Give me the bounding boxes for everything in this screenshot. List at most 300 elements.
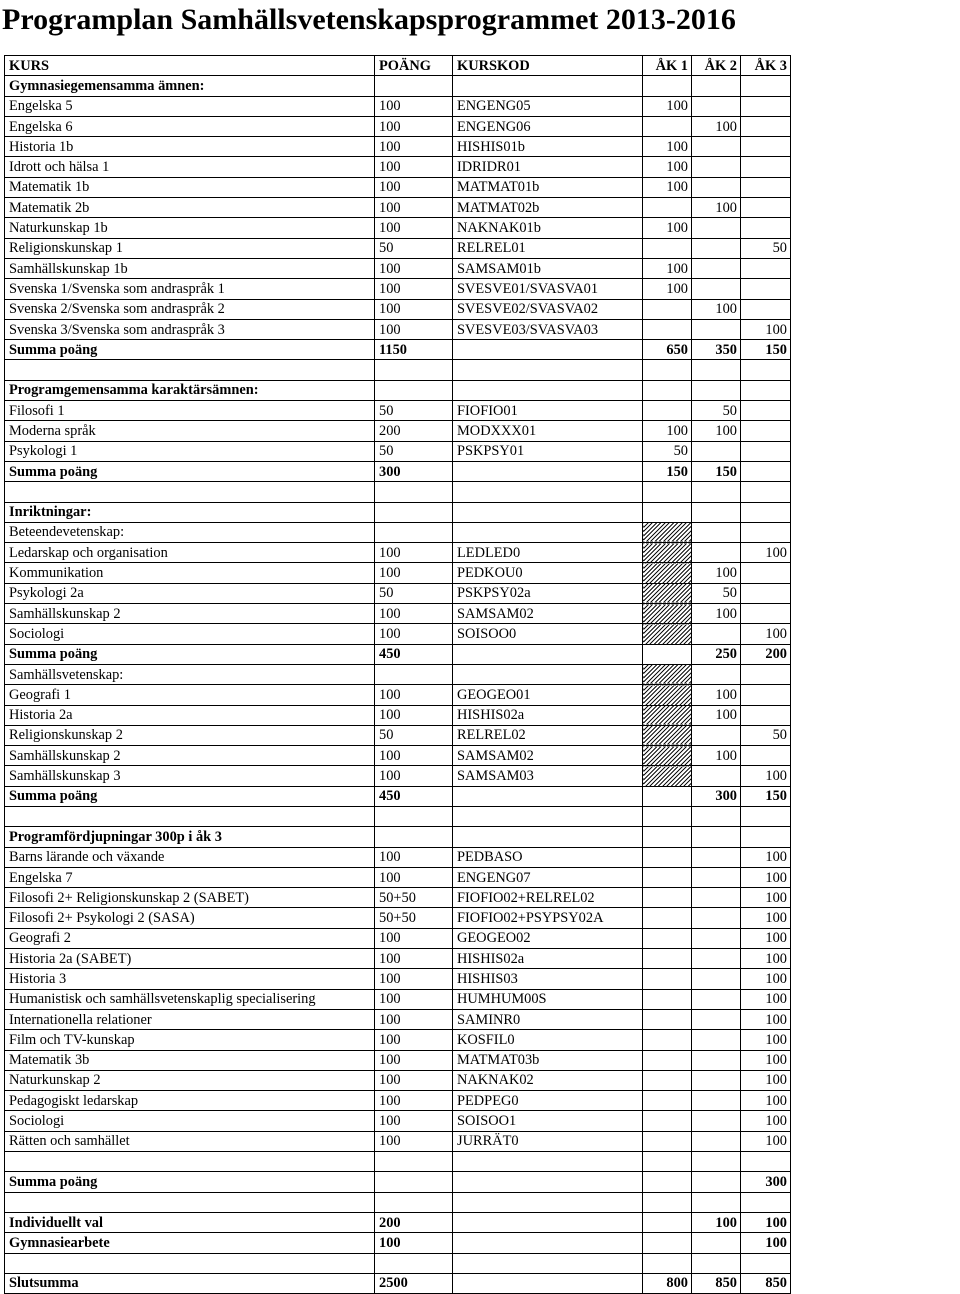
cell-col-1: 100: [375, 847, 453, 867]
cell-col-2: [453, 644, 643, 664]
cell-col-4: [692, 766, 741, 786]
cell-col-0: Pedagogiskt ledarskap: [5, 1091, 375, 1111]
cell-col-3: [643, 827, 692, 847]
cell-col-2: SOISOO0: [453, 624, 643, 644]
cell-col-1: 100: [375, 1070, 453, 1090]
spacer-row: [5, 806, 791, 826]
table-row: [5, 725, 791, 745]
cell-col-5: [741, 664, 791, 684]
cell-col-3: 50: [643, 441, 692, 461]
cell-col-5: [741, 441, 791, 461]
cell-col-2: GEOGEO01: [453, 685, 643, 705]
cell-col-0: Religionskunskap 1: [5, 238, 375, 258]
table-row: [5, 888, 791, 908]
section-heading: [5, 522, 791, 542]
cell-col-3: [643, 1111, 692, 1131]
sum-row: [5, 340, 791, 360]
cell-col-4: 100: [692, 685, 741, 705]
table-row: [5, 441, 791, 461]
section-heading-label: Gymnasiegemensamma ämnen:: [5, 76, 375, 96]
cell-col-3: [643, 543, 692, 563]
cell-col-1: 50: [375, 725, 453, 745]
cell-col-4: [692, 1152, 741, 1172]
cell-col-1: 100: [375, 258, 453, 278]
cell-col-1: 450: [375, 786, 453, 806]
table-row: [5, 157, 791, 177]
cell-col-4: [692, 1253, 741, 1273]
cell-col-5: 100: [741, 908, 791, 928]
cell-col-2: [453, 380, 643, 400]
cell-col-4: [692, 543, 741, 563]
cell-col-3: [643, 76, 692, 96]
cell-col-0: Engelska 7: [5, 867, 375, 887]
cell-col-2: ENGENG05: [453, 96, 643, 116]
cell-col-0: Matematik 3b: [5, 1050, 375, 1070]
cell-col-5: [741, 76, 791, 96]
cell-col-4: [692, 1030, 741, 1050]
table-row: [5, 401, 791, 421]
cell-col-0: Slutsumma: [5, 1273, 375, 1293]
cell-col-0: Matematik 2b: [5, 198, 375, 218]
cell-col-1: 450: [375, 644, 453, 664]
cell-col-1: 50: [375, 583, 453, 603]
cell-col-0: Samhällskunskap 2: [5, 604, 375, 624]
table-row: [5, 1131, 791, 1151]
cell-col-0: Psykologi 2a: [5, 583, 375, 603]
cell-col-1: [375, 1192, 453, 1212]
cell-col-1: 100: [375, 116, 453, 136]
cell-col-2: SVESVE02/SVASVA02: [453, 299, 643, 319]
cell-col-0: Ledarskap och organisation: [5, 543, 375, 563]
cell-col-4: [692, 177, 741, 197]
cell-col-3: [643, 502, 692, 522]
cell-col-5: [741, 360, 791, 380]
cell-col-2: SAMINR0: [453, 1009, 643, 1029]
cell-col-5: 100: [741, 867, 791, 887]
table-row: [5, 746, 791, 766]
cell-col-1: 100: [375, 685, 453, 705]
cell-col-2: KURSKOD: [453, 56, 643, 76]
cell-col-1: [375, 482, 453, 502]
cell-col-5: 100: [741, 1111, 791, 1131]
cell-col-3: [643, 1030, 692, 1050]
cell-col-0: Historia 1b: [5, 137, 375, 157]
cell-col-3: [643, 705, 692, 725]
cell-col-2: [453, 664, 643, 684]
cell-col-3: [643, 299, 692, 319]
cell-col-5: 50: [741, 238, 791, 258]
cell-col-2: HISHIS02a: [453, 949, 643, 969]
cell-col-0: Gymnasiearbete: [5, 1233, 375, 1253]
cell-col-5: [741, 218, 791, 238]
cell-col-5: [741, 258, 791, 278]
section-heading-label: Samhällsvetenskap:: [5, 664, 375, 684]
cell-col-4: [692, 502, 741, 522]
cell-col-4: [692, 238, 741, 258]
table-row: [5, 96, 791, 116]
cell-col-1: 50: [375, 441, 453, 461]
cell-col-0: Matematik 1b: [5, 177, 375, 197]
cell-col-1: [375, 664, 453, 684]
cell-col-2: PSKPSY01: [453, 441, 643, 461]
cell-col-1: 100: [375, 949, 453, 969]
cell-col-3: 100: [643, 258, 692, 278]
cell-col-5: [741, 279, 791, 299]
cell-col-2: [453, 1233, 643, 1253]
cell-col-3: [643, 563, 692, 583]
cell-col-3: [643, 401, 692, 421]
section-heading-label: Inriktningar:: [5, 502, 375, 522]
cell-col-0: Geografi 1: [5, 685, 375, 705]
cell-col-5: 50: [741, 725, 791, 745]
cell-col-5: [741, 502, 791, 522]
cell-col-4: 100: [692, 421, 741, 441]
section-heading: [5, 76, 791, 96]
cell-col-1: 100: [375, 867, 453, 887]
cell-col-2: SAMSAM02: [453, 746, 643, 766]
cell-col-3: [643, 1050, 692, 1070]
cell-col-1: 50: [375, 238, 453, 258]
cell-col-4: [692, 1192, 741, 1212]
cell-col-3: [643, 319, 692, 339]
cell-col-3: [643, 198, 692, 218]
cell-col-4: [692, 847, 741, 867]
cell-col-0: Historia 2a (SABET): [5, 949, 375, 969]
cell-col-3: 100: [643, 279, 692, 299]
cell-col-3: [643, 644, 692, 664]
cell-col-2: [453, 340, 643, 360]
table-row: [5, 238, 791, 258]
cell-col-4: [692, 319, 741, 339]
cell-col-1: [375, 1253, 453, 1273]
cell-col-4: 300: [692, 786, 741, 806]
cell-col-2: [453, 1192, 643, 1212]
cell-col-3: [643, 949, 692, 969]
section-heading-label: Programfördjupningar 300p i åk 3: [5, 827, 375, 847]
table-row: [5, 1009, 791, 1029]
cell-col-2: [453, 827, 643, 847]
cell-col-3: 100: [643, 421, 692, 441]
cell-col-0: Rätten och samhället: [5, 1131, 375, 1151]
cell-col-0: Internationella relationer: [5, 1009, 375, 1029]
cell-col-5: [741, 299, 791, 319]
cell-col-5: [741, 705, 791, 725]
cell-col-0: Religionskunskap 2: [5, 725, 375, 745]
cell-col-2: SAMSAM01b: [453, 258, 643, 278]
cell-col-2: HISHIS01b: [453, 137, 643, 157]
cell-col-1: [375, 380, 453, 400]
cell-col-4: 250: [692, 644, 741, 664]
cell-col-3: [643, 1070, 692, 1090]
cell-col-1: 100: [375, 563, 453, 583]
cell-col-3: [643, 1172, 692, 1192]
cell-col-5: [741, 157, 791, 177]
section-heading: [5, 502, 791, 522]
cell-col-0: Engelska 6: [5, 116, 375, 136]
table-row: [5, 949, 791, 969]
cell-col-5: 100: [741, 949, 791, 969]
cell-col-1: 50+50: [375, 888, 453, 908]
sum-row: [5, 786, 791, 806]
cell-col-0: Filosofi 2+ Religionskunskap 2 (SABET): [5, 888, 375, 908]
cell-col-2: FIOFIO01: [453, 401, 643, 421]
cell-col-1: 100: [375, 989, 453, 1009]
sum-row: [5, 644, 791, 664]
spacer-row: [5, 482, 791, 502]
cell-col-5: 100: [741, 1233, 791, 1253]
cell-col-1: [375, 522, 453, 542]
cell-col-5: 150: [741, 786, 791, 806]
cell-col-4: 50: [692, 401, 741, 421]
cell-col-5: [741, 1152, 791, 1172]
cell-col-3: [643, 888, 692, 908]
cell-col-4: [692, 867, 741, 887]
cell-col-5: 100: [741, 1212, 791, 1232]
cell-col-1: 100: [375, 746, 453, 766]
section-heading: [5, 827, 791, 847]
cell-col-4: [692, 380, 741, 400]
cell-col-2: [453, 786, 643, 806]
cell-col-4: [692, 806, 741, 826]
cell-col-0: [5, 360, 375, 380]
cell-col-4: [692, 360, 741, 380]
cell-col-4: [692, 522, 741, 542]
cell-col-1: [375, 827, 453, 847]
cell-col-5: [741, 1192, 791, 1212]
cell-col-5: 100: [741, 1091, 791, 1111]
cell-col-5: [741, 522, 791, 542]
cell-col-0: [5, 1152, 375, 1172]
cell-col-2: [453, 1253, 643, 1273]
section-heading-label: Beteendevetenskap:: [5, 522, 375, 542]
cell-col-2: SAMSAM03: [453, 766, 643, 786]
cell-col-3: [643, 1192, 692, 1212]
cell-col-2: [453, 76, 643, 96]
cell-col-4: 100: [692, 746, 741, 766]
cell-col-4: [692, 96, 741, 116]
table-row: [5, 319, 791, 339]
cell-col-3: 100: [643, 137, 692, 157]
table-row: [5, 989, 791, 1009]
cell-col-1: 100: [375, 1050, 453, 1070]
cell-col-2: [453, 806, 643, 826]
cell-col-4: 150: [692, 461, 741, 481]
cell-col-1: 100: [375, 279, 453, 299]
cell-col-0: [5, 806, 375, 826]
cell-col-4: [692, 1009, 741, 1029]
table-row: [5, 685, 791, 705]
slutsumma-row: [5, 1273, 791, 1293]
cell-col-2: PEDBASO: [453, 847, 643, 867]
cell-col-1: 2500: [375, 1273, 453, 1293]
cell-col-1: 100: [375, 299, 453, 319]
cell-col-1: 100: [375, 969, 453, 989]
cell-col-2: HISHIS03: [453, 969, 643, 989]
table-row: [5, 604, 791, 624]
cell-col-2: MATMAT03b: [453, 1050, 643, 1070]
cell-col-1: [375, 1172, 453, 1192]
cell-col-2: HUMHUM00S: [453, 989, 643, 1009]
table-row: [5, 928, 791, 948]
cell-col-2: MATMAT02b: [453, 198, 643, 218]
cell-col-5: 100: [741, 969, 791, 989]
cell-col-5: [741, 401, 791, 421]
cell-col-0: Summa poäng: [5, 786, 375, 806]
cell-col-0: Svenska 1/Svenska som andraspråk 1: [5, 279, 375, 299]
cell-col-5: 850: [741, 1273, 791, 1293]
cell-col-0: Summa poäng: [5, 461, 375, 481]
cell-col-4: [692, 1091, 741, 1111]
cell-col-1: [375, 360, 453, 380]
cell-col-3: [643, 725, 692, 745]
table-row: [5, 624, 791, 644]
cell-col-4: ÅK 2: [692, 56, 741, 76]
cell-col-5: [741, 746, 791, 766]
cell-col-0: Sociologi: [5, 624, 375, 644]
table-row: [5, 908, 791, 928]
cell-col-2: [453, 502, 643, 522]
cell-col-5: [741, 198, 791, 218]
cell-col-5: 100: [741, 319, 791, 339]
table-row: [5, 299, 791, 319]
cell-col-0: [5, 482, 375, 502]
cell-col-0: Naturkunskap 1b: [5, 218, 375, 238]
cell-col-4: [692, 827, 741, 847]
table-row: [5, 1111, 791, 1131]
table-row: [5, 198, 791, 218]
cell-col-0: Sociologi: [5, 1111, 375, 1131]
cell-col-5: 100: [741, 1009, 791, 1029]
table-row: [5, 867, 791, 887]
table-row: [5, 279, 791, 299]
cell-col-3: [643, 685, 692, 705]
cell-col-1: 100: [375, 766, 453, 786]
cell-col-2: [453, 360, 643, 380]
cell-col-1: POÄNG: [375, 56, 453, 76]
cell-col-2: IDRIDR01: [453, 157, 643, 177]
cell-col-1: 100: [375, 1111, 453, 1131]
cell-col-3: [643, 116, 692, 136]
cell-col-1: 100: [375, 1131, 453, 1151]
cell-col-1: 50+50: [375, 908, 453, 928]
cell-col-1: 200: [375, 1212, 453, 1232]
cell-col-0: Samhällskunskap 1b: [5, 258, 375, 278]
cell-col-0: Humanistisk och samhällsvetenskaplig specialisering: [5, 989, 375, 1009]
cell-col-3: [643, 522, 692, 542]
cell-col-5: [741, 482, 791, 502]
cell-col-1: 100: [375, 1233, 453, 1253]
program-plan-table: [4, 55, 791, 1294]
cell-col-4: [692, 137, 741, 157]
cell-col-3: [643, 1091, 692, 1111]
cell-col-3: [643, 238, 692, 258]
cell-col-1: [375, 1152, 453, 1172]
table-row: [5, 421, 791, 441]
cell-col-4: [692, 969, 741, 989]
cell-col-4: [692, 664, 741, 684]
cell-col-5: [741, 116, 791, 136]
cell-col-3: 100: [643, 157, 692, 177]
cell-col-0: Film och TV-kunskap: [5, 1030, 375, 1050]
cell-col-0: Svenska 3/Svenska som andraspråk 3: [5, 319, 375, 339]
cell-col-5: 300: [741, 1172, 791, 1192]
cell-col-4: [692, 888, 741, 908]
section-heading: [5, 664, 791, 684]
cell-col-4: [692, 1131, 741, 1151]
cell-col-5: 100: [741, 624, 791, 644]
table-row: [5, 563, 791, 583]
cell-col-1: 100: [375, 137, 453, 157]
cell-col-0: Engelska 5: [5, 96, 375, 116]
cell-col-4: 100: [692, 299, 741, 319]
cell-col-4: [692, 989, 741, 1009]
cell-col-3: [643, 1233, 692, 1253]
table-row: [5, 1030, 791, 1050]
cell-col-2: [453, 1172, 643, 1192]
cell-col-2: [453, 522, 643, 542]
cell-col-5: 100: [741, 888, 791, 908]
cell-col-1: 100: [375, 157, 453, 177]
cell-col-0: Kommunikation: [5, 563, 375, 583]
cell-col-4: [692, 157, 741, 177]
cell-col-5: 100: [741, 928, 791, 948]
table-row: [5, 258, 791, 278]
cell-col-0: Historia 2a: [5, 705, 375, 725]
cell-col-1: 200: [375, 421, 453, 441]
cell-col-4: [692, 279, 741, 299]
cell-col-5: 100: [741, 1070, 791, 1090]
cell-col-2: PEDPEG0: [453, 1091, 643, 1111]
cell-col-1: 100: [375, 928, 453, 948]
gymnasiearbete-row: [5, 1233, 791, 1253]
cell-col-1: 100: [375, 96, 453, 116]
cell-col-0: Filosofi 1: [5, 401, 375, 421]
cell-col-4: 100: [692, 604, 741, 624]
cell-col-0: Individuellt val: [5, 1212, 375, 1232]
cell-col-3: [643, 786, 692, 806]
cell-col-3: [643, 989, 692, 1009]
cell-col-5: 100: [741, 1131, 791, 1151]
cell-col-2: HISHIS02a: [453, 705, 643, 725]
cell-col-1: 100: [375, 177, 453, 197]
cell-col-2: SVESVE03/SVASVA03: [453, 319, 643, 339]
cell-col-4: 50: [692, 583, 741, 603]
cell-col-2: RELREL01: [453, 238, 643, 258]
cell-col-1: 100: [375, 1091, 453, 1111]
cell-col-5: [741, 604, 791, 624]
cell-col-2: [453, 1152, 643, 1172]
cell-col-5: [741, 380, 791, 400]
cell-col-3: 150: [643, 461, 692, 481]
cell-col-3: [643, 1212, 692, 1232]
cell-col-1: [375, 806, 453, 826]
table-row: [5, 1050, 791, 1070]
cell-col-2: PEDKOU0: [453, 563, 643, 583]
cell-col-3: [643, 380, 692, 400]
cell-col-0: Historia 3: [5, 969, 375, 989]
cell-col-5: [741, 1253, 791, 1273]
cell-col-5: 100: [741, 847, 791, 867]
cell-col-3: [643, 1009, 692, 1029]
cell-col-4: [692, 76, 741, 96]
cell-col-3: [643, 867, 692, 887]
cell-col-2: JURRÄT0: [453, 1131, 643, 1151]
cell-col-3: [643, 583, 692, 603]
cell-col-2: [453, 1273, 643, 1293]
section-heading-label: Programgemensamma karaktärsämnen:: [5, 380, 375, 400]
table-row: [5, 847, 791, 867]
table-row: [5, 1070, 791, 1090]
